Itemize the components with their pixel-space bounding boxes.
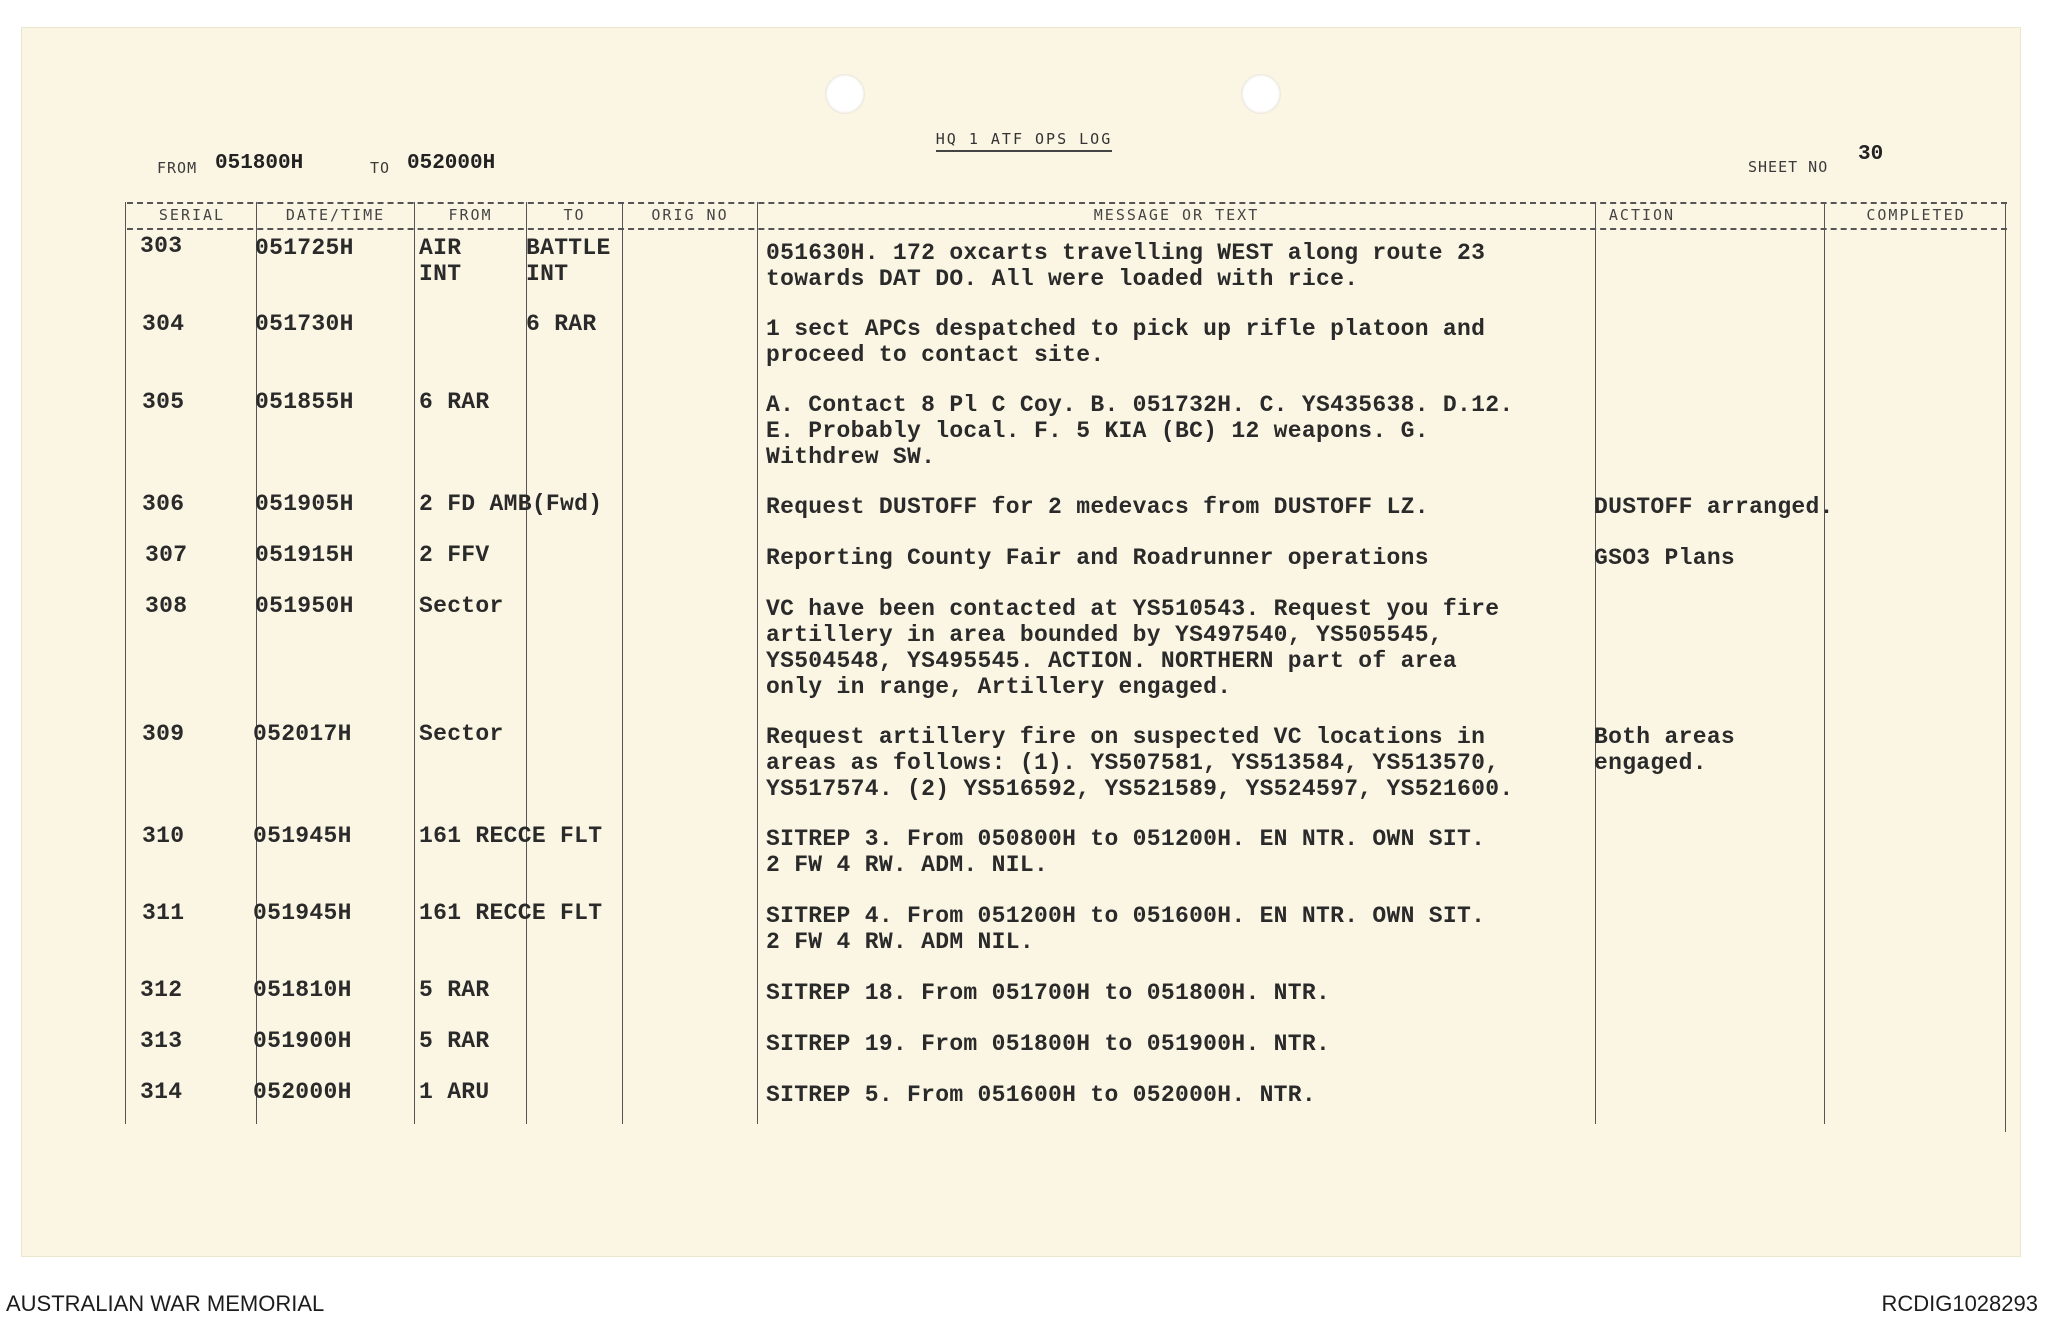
serial-cell: 311	[142, 900, 185, 926]
page-title: HQ 1 ATF OPS LOG	[0, 130, 2048, 148]
col-rule	[1824, 202, 1825, 1124]
from-cell: 161 RECCE FLT	[419, 900, 603, 926]
column-header-orig-no: ORIG NO	[651, 206, 729, 224]
serial-cell: 305	[142, 389, 185, 415]
column-header-action: ACTION	[1608, 206, 1676, 224]
footer-record-id: RCDIG1028293	[1881, 1291, 2038, 1316]
col-rule	[526, 202, 527, 1124]
datetime-cell: 051945H	[253, 900, 352, 926]
column-header-to: TO	[563, 206, 586, 224]
datetime-cell: 052000H	[253, 1079, 352, 1105]
datetime-cell: 051855H	[255, 389, 354, 415]
serial-cell: 308	[145, 593, 188, 619]
datetime-cell: 051725H	[255, 235, 354, 261]
serial-cell: 303	[140, 233, 183, 259]
message-cell: A. Contact 8 Pl C Coy. B. 051732H. C. YS435638. D.12. E. Probably local. F. 5 KIA (BC) 12 weapons. G. Withdrew SW.	[766, 392, 1514, 470]
col-rule	[414, 202, 415, 1124]
to-label: TO	[370, 159, 391, 177]
message-cell: 051630H. 172 oxcarts travelling WEST along route 23 towards DAT DO. All were loaded with rice.	[766, 240, 1486, 292]
punch-hole-right	[1241, 74, 1281, 114]
datetime-cell: 051900H	[253, 1028, 352, 1054]
sheet-number: 30	[1858, 143, 1884, 166]
col-rule	[2005, 202, 2006, 1132]
table-top-rule	[127, 202, 2007, 204]
serial-cell: 306	[142, 491, 185, 517]
message-cell: VC have been contacted at YS510543. Request you fire artillery in area bounded by YS497540, YS505545, YS504548, YS495545. ACTION. NORTHERN part of area only in range, Artillery engaged.	[766, 596, 1500, 700]
serial-cell: 307	[145, 542, 188, 568]
message-cell: SITREP 5. From 051600H to 052000H. NTR.	[766, 1082, 1316, 1108]
col-rule	[757, 202, 758, 1124]
col-rule	[125, 202, 126, 1124]
datetime-cell: 051945H	[253, 823, 352, 849]
from-cell: 2 FFV	[419, 542, 490, 568]
message-cell: Request artillery fire on suspected VC locations in areas as follows: (1). YS507581, YS513584, YS513570, YS517574. (2) YS516592, YS521589, YS524597, YS521600.	[766, 724, 1514, 802]
from-cell: 1 ARU	[419, 1079, 490, 1105]
from-cell: Sector	[419, 721, 504, 747]
footer-institution: AUSTRALIAN WAR MEMORIAL	[6, 1291, 325, 1316]
from-cell: 5 RAR	[419, 1028, 490, 1054]
from-cell: Sector	[419, 593, 504, 619]
datetime-cell: 051915H	[255, 542, 354, 568]
from-value: 051800H	[215, 152, 304, 175]
punch-hole-left	[825, 74, 865, 114]
to-cell: 6 RAR	[526, 311, 597, 337]
datetime-cell: 051730H	[255, 311, 354, 337]
sheet-label: SHEET NO	[1748, 158, 1829, 176]
action-cell: Both areas engaged.	[1594, 724, 1736, 776]
from-cell: AIR INT	[419, 235, 462, 287]
from-label: FROM	[157, 159, 198, 177]
datetime-cell: 051905H	[255, 491, 354, 517]
action-cell: GSO3 Plans	[1594, 545, 1736, 571]
to-cell: BATTLE INT	[526, 235, 611, 287]
to-value: 052000H	[407, 152, 496, 175]
serial-cell: 314	[140, 1079, 183, 1105]
from-cell: 6 RAR	[419, 389, 490, 415]
column-header-datetime: DATE/TIME	[285, 206, 386, 224]
message-cell: SITREP 19. From 051800H to 051900H. NTR.	[766, 1031, 1331, 1057]
datetime-cell: 052017H	[253, 721, 352, 747]
table-header-rule	[127, 228, 2007, 230]
column-header-from: FROM	[448, 206, 493, 224]
datetime-cell: 051950H	[255, 593, 354, 619]
serial-cell: 312	[140, 977, 183, 1003]
message-cell: 1 sect APCs despatched to pick up rifle platoon and proceed to contact site.	[766, 316, 1486, 368]
serial-cell: 313	[140, 1028, 183, 1054]
col-rule	[622, 202, 623, 1124]
serial-cell: 304	[142, 311, 185, 337]
message-cell: Request DUSTOFF for 2 medevacs from DUSTOFF LZ.	[766, 494, 1429, 520]
serial-cell: 310	[142, 823, 185, 849]
column-header-serial: SERIAL	[158, 206, 226, 224]
from-cell: 2 FD AMB(Fwd)	[419, 491, 603, 517]
column-header-completed: COMPLETED	[1866, 206, 1966, 224]
message-cell: SITREP 3. From 050800H to 051200H. EN NTR. OWN SIT. 2 FW 4 RW. ADM. NIL.	[766, 826, 1486, 878]
serial-cell: 309	[142, 721, 185, 747]
column-header-message: MESSAGE OR TEXT	[1093, 206, 1260, 224]
from-cell: 161 RECCE FLT	[419, 823, 603, 849]
message-cell: SITREP 4. From 051200H to 051600H. EN NTR. OWN SIT. 2 FW 4 RW. ADM NIL.	[766, 903, 1486, 955]
message-cell: Reporting County Fair and Roadrunner operations	[766, 545, 1429, 571]
from-cell: 5 RAR	[419, 977, 490, 1003]
action-cell: DUSTOFF arranged.	[1594, 494, 1834, 520]
message-cell: SITREP 18. From 051700H to 051800H. NTR.	[766, 980, 1331, 1006]
datetime-cell: 051810H	[253, 977, 352, 1003]
